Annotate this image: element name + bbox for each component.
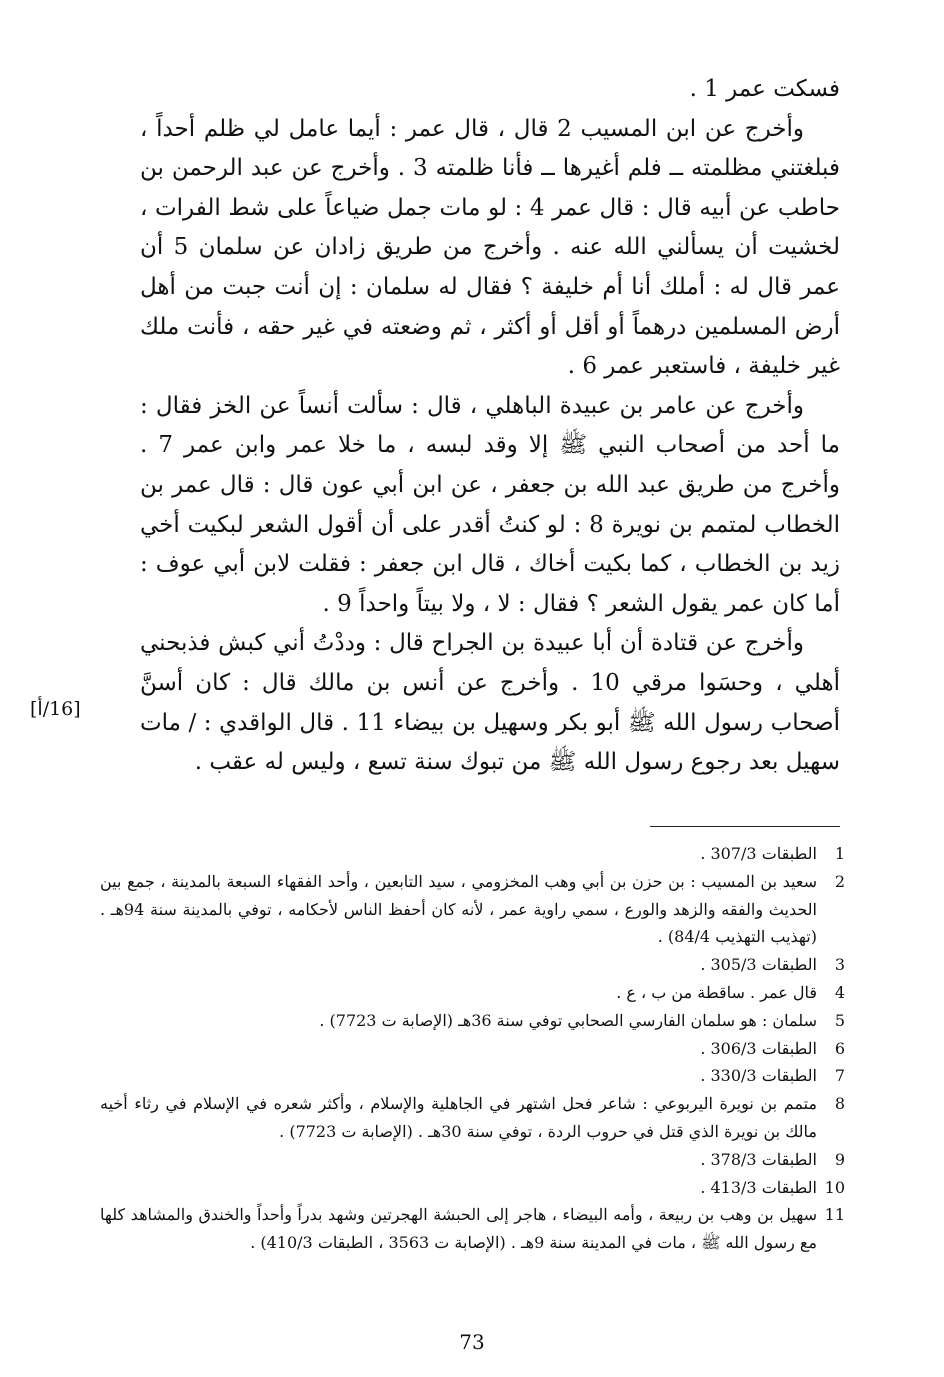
footnote-text: الطبقات 378/3 . [700, 1149, 817, 1169]
footnote-text: متمم بن نويرة اليربوعي : شاعر فحل اشتهر في الجاهلية والإسلام ، وأكثر شعره في الإسلام في رثاء أخيه مالك بن نويرة الذي قتل في حروب الردة ، توفي سنة 30هـ . (الإصابة ت 7723) . [100, 1094, 817, 1141]
footnote-item [100, 1062, 845, 1090]
footnote-text: سلمان : هو سلمان الفارسي الصحابي توفي سنة 36هـ (الإصابة ت 7723) . [319, 1010, 817, 1030]
main-text-block [140, 70, 840, 783]
footnote-number: 1 [834, 844, 845, 863]
footnotes-block [100, 840, 845, 1257]
main-paragraph: فسكت عمر 1 . [689, 76, 840, 102]
margin-folio-reference: [16/أ] [30, 698, 81, 720]
footnote-item [100, 1090, 845, 1146]
footnote-number: 2 [834, 871, 845, 891]
footnote-item [100, 951, 845, 979]
footnote-text: سعيد بن المسيب : بن حزن بن أبي وهب المخزومي ، سيد التابعين ، وأحد الفقهاء السبعة بالمدينة ، جمع بين الحديث والفقه والزهد والورع ، سمي راوية عمر ، لأنه كان أحفظ الناس لأحكامه ، توفي بالمدينة سنة 94هـ . (تهذيب التهذيب 84/4) . [100, 871, 818, 947]
footnote-item [100, 868, 845, 951]
footnote-text: الطبقات 330/3 . [700, 1066, 817, 1086]
footnote-item [100, 979, 845, 1007]
footnote-text: الطبقات 413/3 . [700, 1177, 817, 1197]
footnote-text: سهيل بن وهب بن ربيعة ، وأمه البيضاء ، هاجر إلى الحبشة الهجرتين وشهد بدراً وأحداً والخندق والمشاهد كلها مع رسول الله ﷺ ، مات في المدينة سنة 9هـ . (الإصابة ت 3563 ، الطبقات 410/3) . [100, 1205, 817, 1253]
footnote-number: 3 [834, 955, 845, 975]
footnote-number: 9 [834, 1149, 845, 1169]
footnote-item [100, 840, 845, 868]
footnote-number: 10 [824, 1177, 845, 1197]
footnote-text: الطبقات 305/3 . [700, 955, 817, 975]
footnote-number: 7 [834, 1066, 845, 1086]
footnote-number: 8 [834, 1094, 845, 1114]
footnote-number: 5 [834, 1010, 845, 1030]
footnote-text: الطبقات 307/3 . [700, 844, 817, 863]
footnote-item [100, 1174, 845, 1202]
footnote-item [100, 1035, 845, 1063]
main-paragraph: وأخرج عن قتادة أن أبا عبيدة بن الجراح قال : وددْتُ أني كبش فذبحني أهلي ، وحسَوا مرقي 10 . وأخرج عن أنس بن مالك قال : كان أسنَّ أصحاب رسول الله ﷺ أبو بكر وسهيل بن بيضاء 11 . قال الواقدي : / مات سهيل بعد رجوع رسول الله ﷺ من تبوك سنة تسع ، وليس له عقب . [140, 630, 841, 776]
main-paragraph: وأخرج عن عامر بن عبيدة الباهلي ، قال : سألت أنساً عن الخز فقال : ما أحد من أصحاب النبي ﷺ إلا وقد لبسه ، ما خلا عمر وابن عمر 7 . وأخرج من طريق عبد الله بن جعفر ، عن ابن أبي عون قال : قال عمر بن الخطاب لمتمم بن نويرة 8 : لو كنتُ أقدر على أن أقول الشعر لبكيت أخي زيد بن الخطاب ، كما بكيت أخاك ، قال ابن جعفر : فقلت لابن أبي عوف : أما كان عمر يقول الشعر ؟ فقال : لا ، ولا بيتاً واحداً 9 . [140, 392, 841, 617]
footnote-number: 11 [824, 1205, 845, 1225]
footnote-number: 4 [834, 982, 845, 1002]
footnote-text: الطبقات 306/3 . [700, 1038, 817, 1058]
footnote-number: 6 [834, 1038, 845, 1058]
footnote-item [100, 1201, 845, 1257]
main-paragraph: وأخرج عن ابن المسيب 2 قال ، قال عمر : أيما عامل لي ظلم أحداً ، فبلغتني مظلمته ــ فلم أغيرها ــ فأنا ظلمته 3 . وأخرج عن عبد الرحمن بن حاطب عن أبيه قال : قال عمر 4 : لو مات جمل ضياعاً على شط الفرات ، لخشيت أن يسألني الله عنه . وأخرج من طريق زادان عن سلمان 5 أن عمر قال له : أملك أنا أم خليفة ؟ فقال له سلمان : إن أنت جبت من أهل أرض المسلمين درهماً أو أقل أو أكثر ، ثم وضعته في غير حقه ، فأنت ملك غير خليفة ، فاستعبر عمر 6 . [140, 115, 840, 380]
page-number: 73 [459, 1330, 485, 1354]
footnote-separator-rule [650, 826, 840, 827]
footnote-text: قال عمر . ساقطة من ب ، ع . [616, 982, 817, 1002]
footnote-item [100, 1146, 845, 1174]
footnote-item [100, 1007, 845, 1035]
